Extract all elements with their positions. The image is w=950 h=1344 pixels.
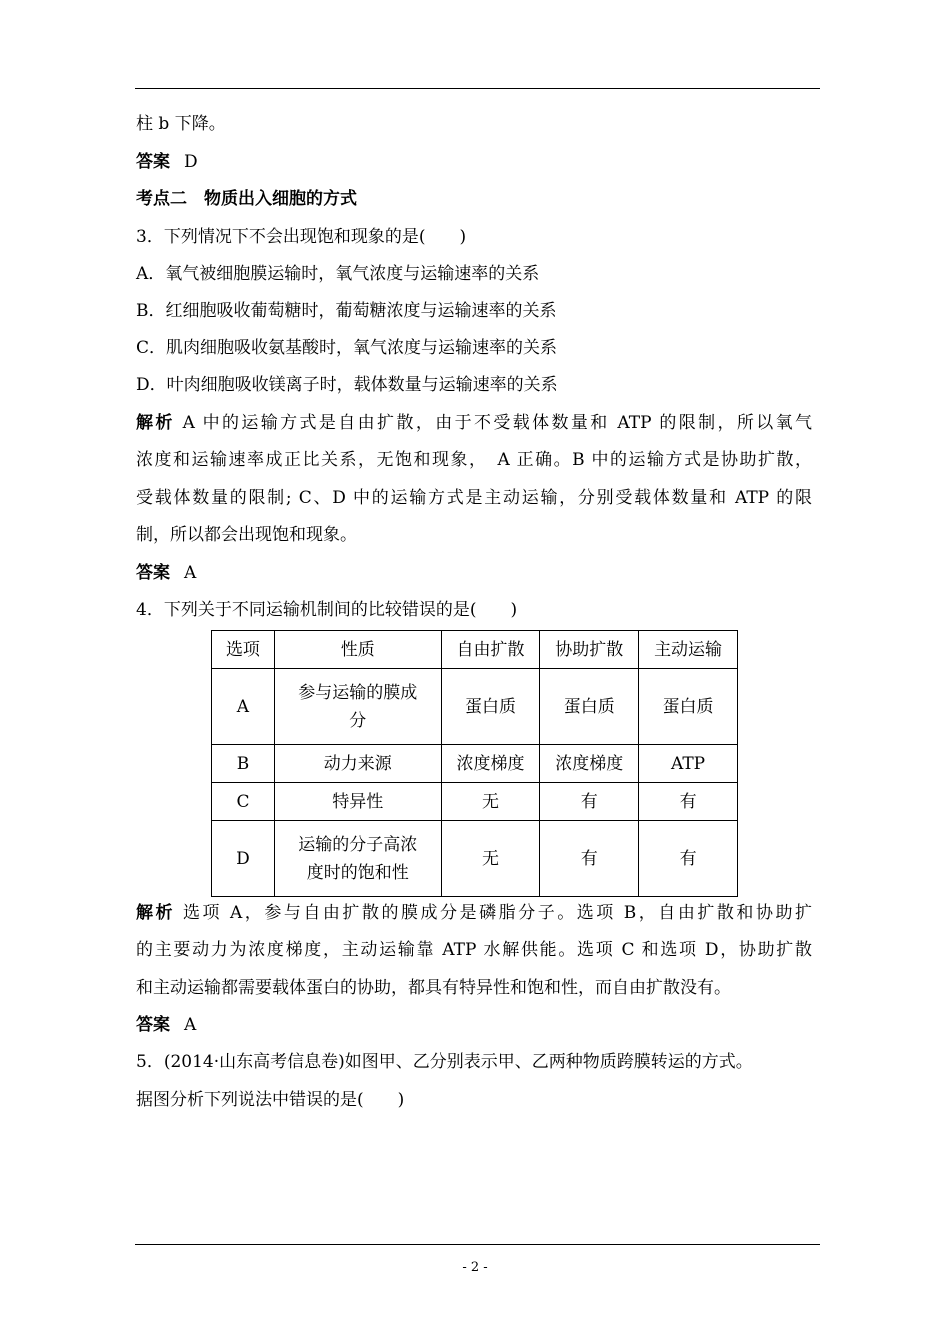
table-cell: 无	[441, 821, 540, 897]
option-d: D．叶肉细胞吸收镁离子时，载体数量与运输速率的关系	[136, 375, 558, 395]
header-rule	[135, 88, 820, 89]
table-row	[212, 783, 738, 821]
analysis-line: 的主要动力为浓度梯度，主动运输靠 ATP 水解供能。选项 C 和选项 D，协助扩散	[136, 940, 812, 960]
answer-label: 答案	[136, 563, 170, 583]
answer-value: D	[184, 152, 198, 172]
table-header: 主动运输	[639, 631, 738, 669]
footer-rule	[135, 1244, 820, 1245]
answer-label: 答案	[136, 1015, 170, 1035]
option-a: A．氧气被细胞膜运输时，氧气浓度与运输速率的关系	[136, 264, 540, 284]
analysis-text: A 中的运输方式是自由扩散，由于不受载体数量和 ATP 的限制，所以氧气	[182, 413, 812, 433]
question-3: 3．下列情况下不会出现饱和现象的是( )	[136, 227, 467, 247]
table-cell: 蛋白质	[639, 669, 738, 745]
option-b: B．红细胞吸收葡萄糖时，葡萄糖浓度与运输速率的关系	[136, 301, 557, 321]
table-cell: 有	[540, 783, 639, 821]
table-cell: 蛋白质	[441, 669, 540, 745]
table-cell: 参与运输的膜成分	[274, 669, 441, 745]
question-4: 4．下列关于不同运输机制间的比较错误的是( )	[136, 600, 518, 620]
table-cell: 有	[639, 821, 738, 897]
table-cell: 运输的分子高浓度时的饱和性	[274, 821, 441, 897]
table-cell: 有	[639, 783, 738, 821]
answer-line	[136, 150, 198, 174]
table-header: 选项	[212, 631, 275, 669]
analysis-text: 选项 A，参与自由扩散的膜成分是磷脂分子。选项 B，自由扩散和协助扩	[183, 903, 813, 923]
comparison-table	[211, 630, 738, 897]
table-cell: 特异性	[274, 783, 441, 821]
table-header-row	[212, 631, 738, 669]
answer-value: A	[184, 563, 197, 583]
analysis-line	[136, 901, 812, 925]
analysis-line: 受载体数量的限制; C、D 中的运输方式是主动运输，分别受载体数量和 ATP 的限	[136, 488, 812, 508]
answer-line	[136, 1013, 196, 1037]
table-header: 性质	[274, 631, 441, 669]
table-cell: ATP	[639, 745, 738, 783]
analysis-line: 和主动运输都需要载体蛋白的协助，都具有特异性和饱和性，而自由扩散没有。	[136, 978, 731, 998]
analysis-line	[136, 411, 812, 435]
option-c: C．肌肉细胞吸收氨基酸时，氧气浓度与运输速率的关系	[136, 338, 558, 358]
question-5-cont: 据图分析下列说法中错误的是( )	[136, 1090, 405, 1110]
analysis-label: 解析	[136, 413, 175, 433]
page-number: - 2 -	[462, 1260, 488, 1275]
table-row	[212, 821, 738, 897]
answer-value: A	[184, 1015, 197, 1035]
analysis-line: 浓度和运输速率成正比关系，无饱和现象， A 正确。B 中的运输方式是协助扩散，	[136, 450, 812, 470]
analysis-label: 解析	[136, 903, 176, 923]
table-cell: A	[212, 669, 275, 745]
table-cell: 蛋白质	[540, 669, 639, 745]
text-line: 柱 b 下降。	[136, 114, 226, 134]
table-cell: D	[212, 821, 275, 897]
table-row	[212, 745, 738, 783]
table-cell: 浓度梯度	[540, 745, 639, 783]
analysis-line: 制，所以都会出现饱和现象。	[136, 525, 357, 545]
table-header: 自由扩散	[441, 631, 540, 669]
table-cell: B	[212, 745, 275, 783]
answer-line	[136, 561, 196, 585]
table-cell: 有	[540, 821, 639, 897]
table-header: 协助扩散	[540, 631, 639, 669]
table-cell: 浓度梯度	[441, 745, 540, 783]
table-cell: C	[212, 783, 275, 821]
table-cell: 无	[441, 783, 540, 821]
answer-label: 答案	[136, 152, 170, 172]
table-row	[212, 669, 738, 745]
table-cell: 动力来源	[274, 745, 441, 783]
section-heading: 考点二 物质出入细胞的方式	[136, 189, 357, 209]
question-5: 5．(2014·山东高考信息卷)如图甲、乙分别表示甲、乙两种物质跨膜转运的方式。	[136, 1052, 753, 1072]
